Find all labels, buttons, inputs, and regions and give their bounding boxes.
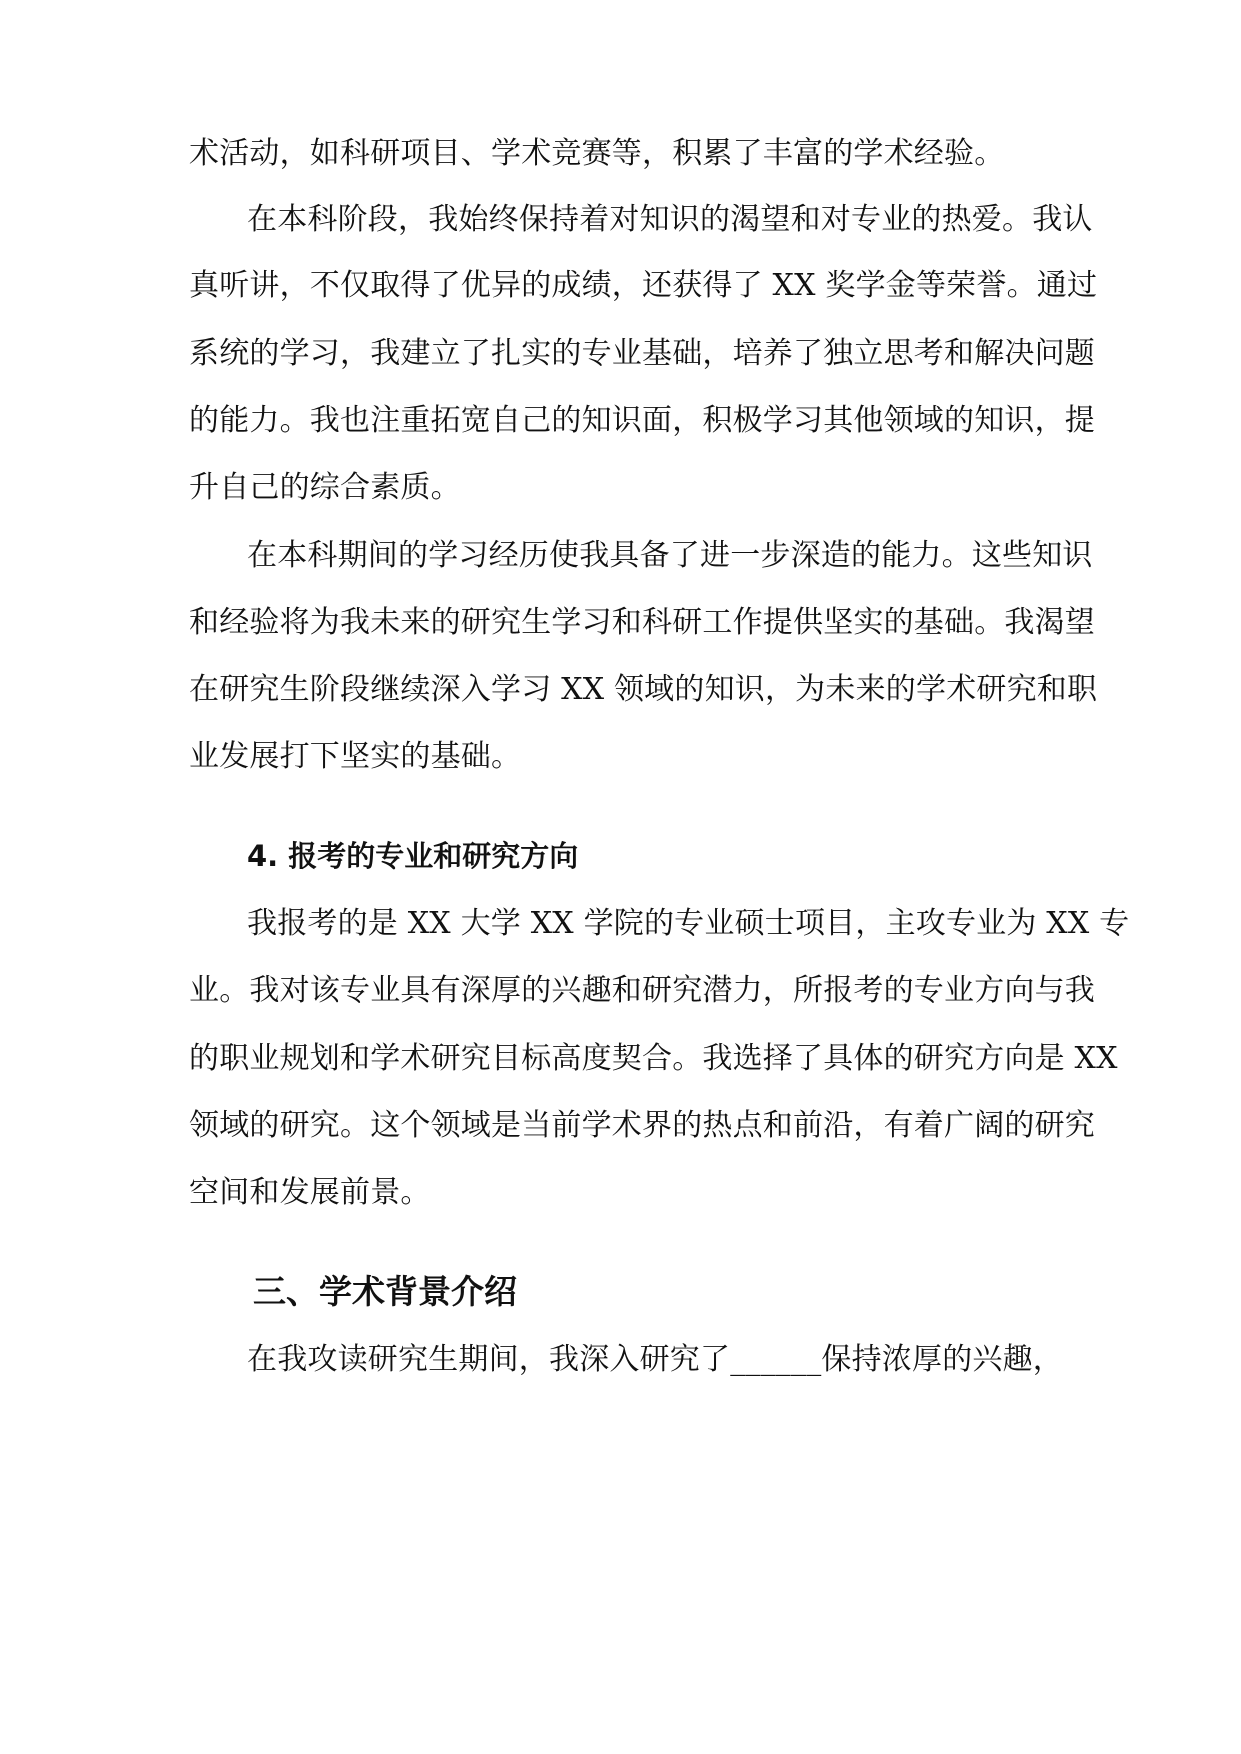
paragraph-line: 的能力。我也注重拓宽自己的知识面，积极学习其他领域的知识，提: [189, 403, 1095, 438]
paragraph-line: 的职业规划和学术研究目标高度契合。我选择了具体的研究方向是 XX: [189, 1041, 1118, 1076]
paragraph-line: 在本科阶段，我始终保持着对知识的渴望和对专业的热爱。我认: [247, 202, 1093, 237]
section-subheading: 4. 报考的专业和研究方向: [247, 839, 579, 873]
section-heading: 三、学术背景介绍: [253, 1272, 517, 1311]
paragraph-line: 我报考的是 XX 大学 XX 学院的专业硕士项目，主攻专业为 XX 专: [247, 906, 1130, 941]
paragraph-line: 术活动，如科研项目、学术竞赛等，积累了丰富的学术经验。: [189, 136, 1005, 171]
paragraph-line: 空间和发展前景。: [189, 1175, 431, 1210]
paragraph-line: 在我攻读研究生期间，我深入研究了______保持浓厚的兴趣，: [247, 1342, 1063, 1377]
paragraph-line: 系统的学习，我建立了扎实的专业基础，培养了独立思考和解决问题: [189, 336, 1095, 371]
paragraph-line: 业。我对该专业具有深厚的兴趣和研究潜力，所报考的专业方向与我: [189, 973, 1095, 1008]
paragraph-line: 在研究生阶段继续深入学习 XX 领域的知识，为未来的学术研究和职: [189, 672, 1098, 707]
paragraph-line: 真听讲，不仅取得了优异的成绩，还获得了 XX 奖学金等荣誉。通过: [189, 268, 1098, 303]
paragraph-line: 在本科期间的学习经历使我具备了进一步深造的能力。这些知识: [247, 538, 1093, 573]
paragraph-line: 业发展打下坚实的基础。: [189, 739, 522, 774]
paragraph-line: 升自己的综合素质。: [189, 470, 461, 505]
paragraph-line: 和经验将为我未来的研究生学习和科研工作提供坚实的基础。我渴望: [189, 605, 1095, 640]
paragraph-line: 领域的研究。这个领域是当前学术界的热点和前沿，有着广阔的研究: [189, 1108, 1095, 1143]
